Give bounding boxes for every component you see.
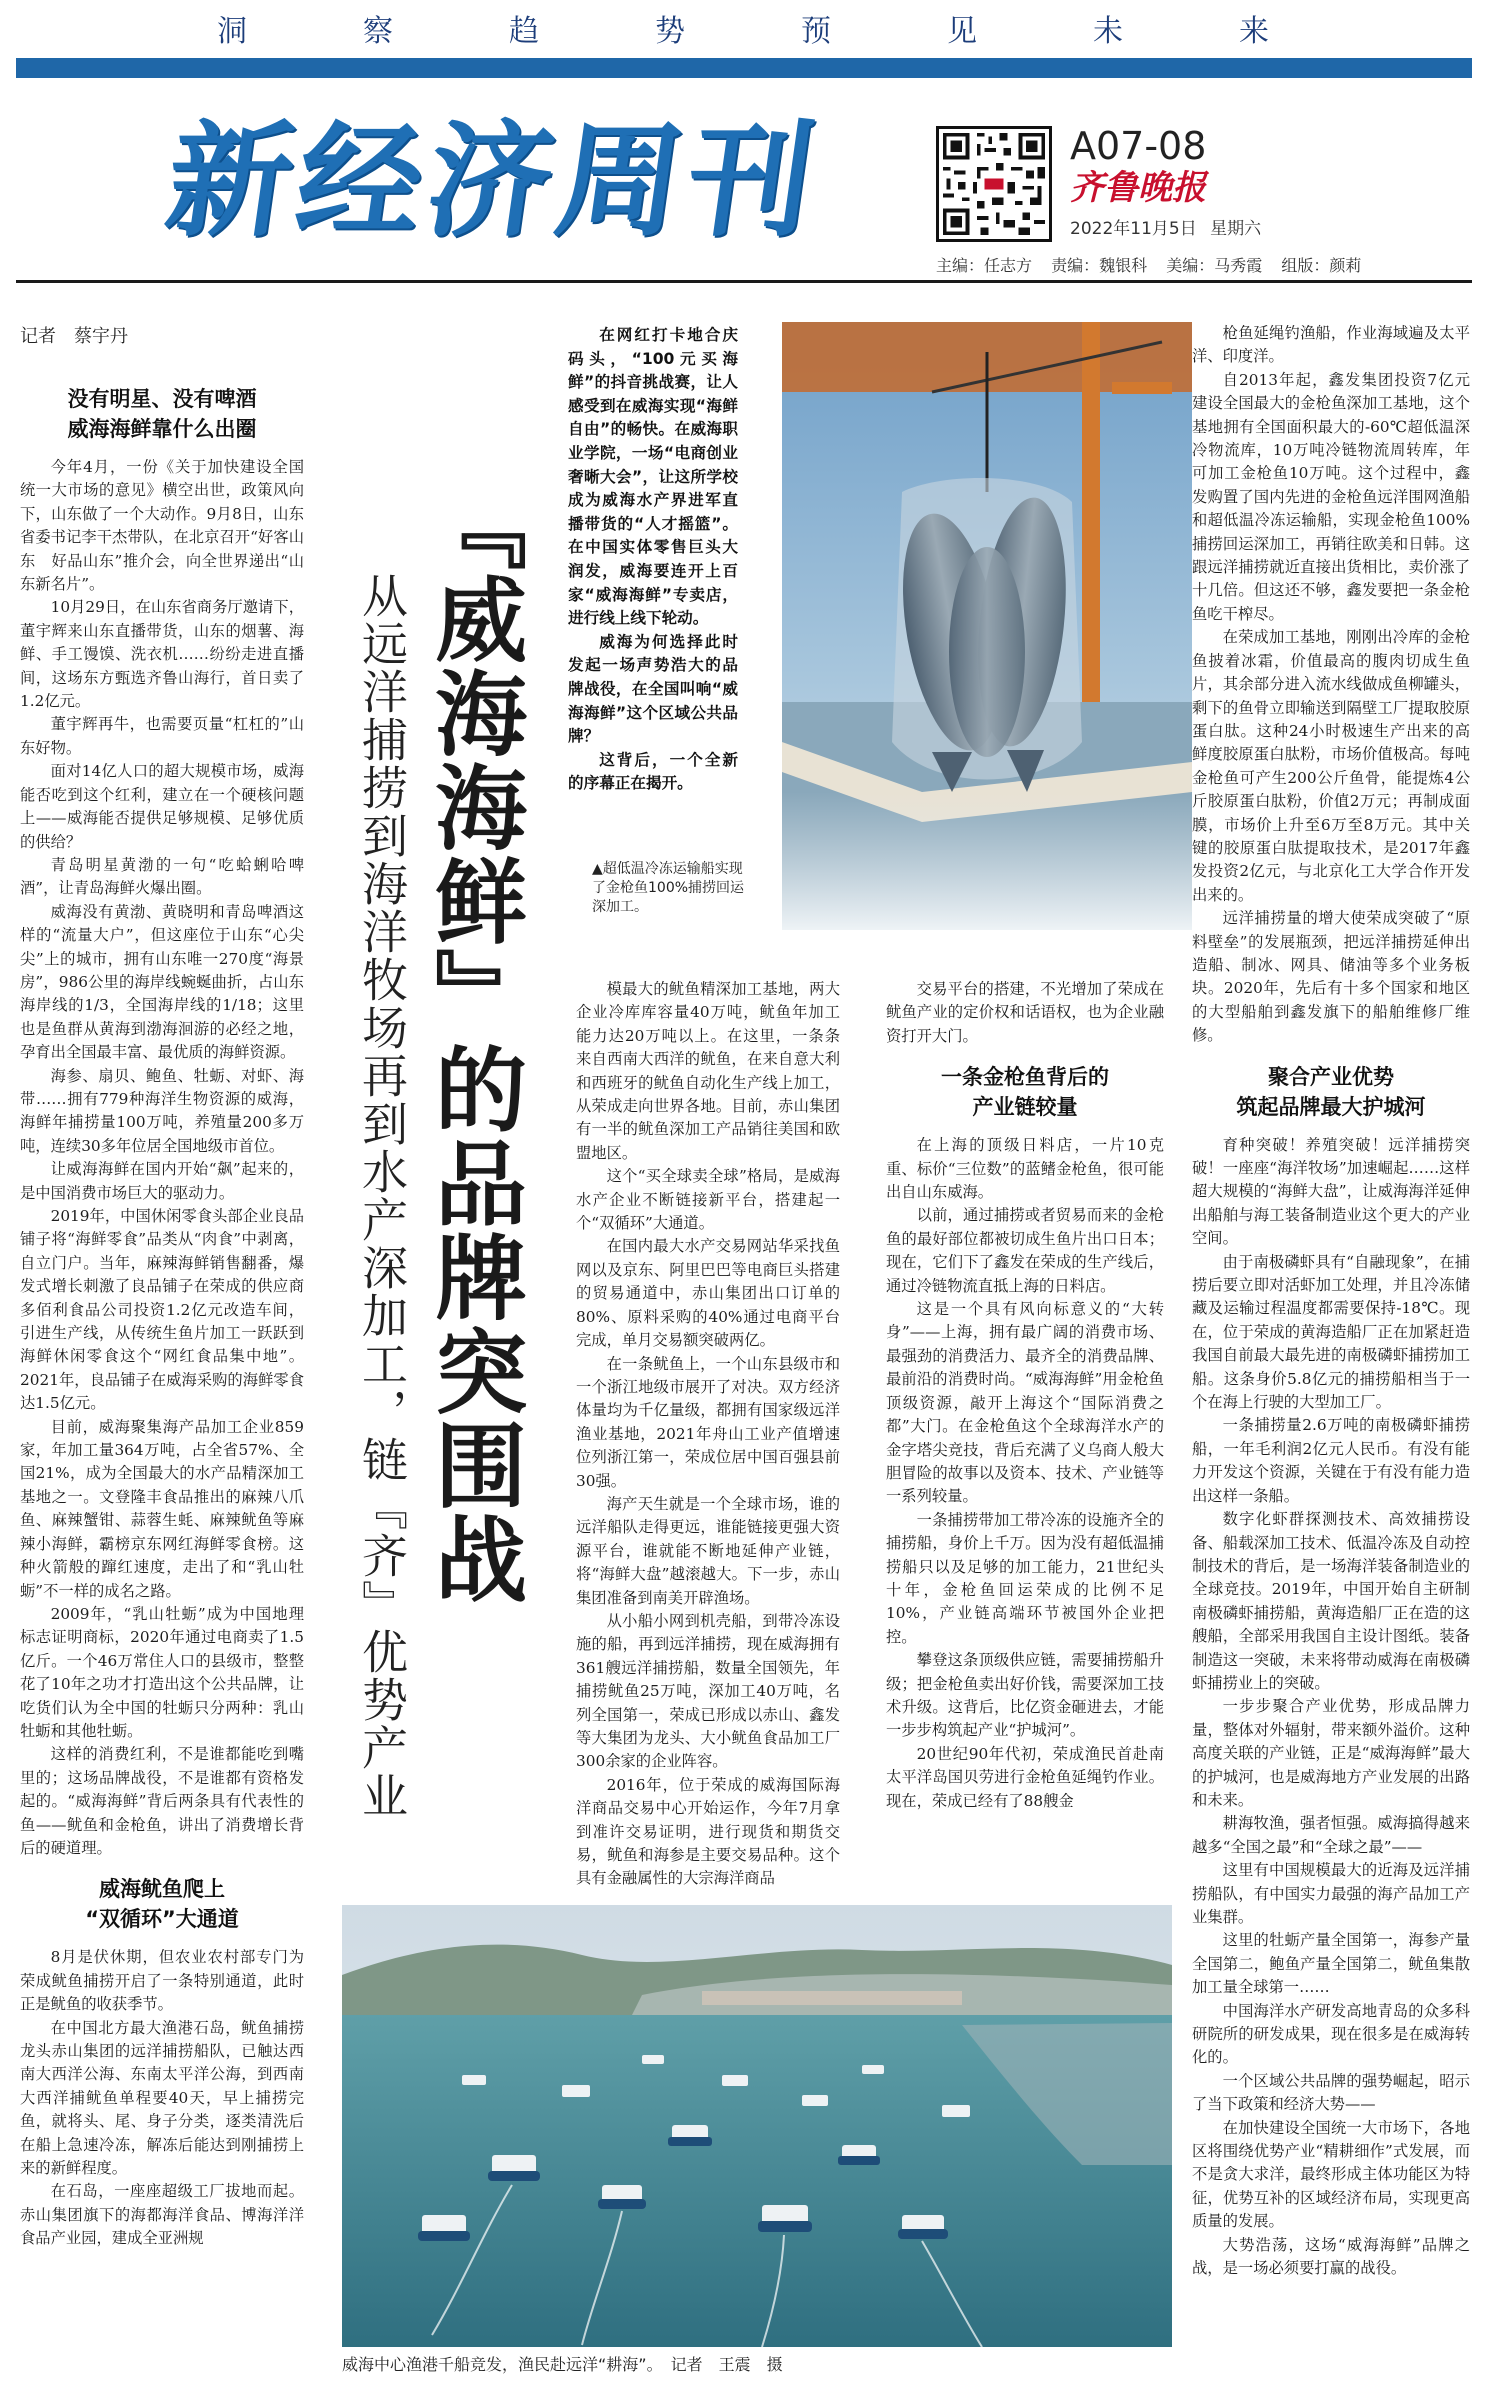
body-paragraph: 2019年，中国休闲零食头部企业良品铺子将“海鲜零食”品类从“肉食”中剥离，自立门户。当年，麻辣海鲜销售翻番，爆发式增长刺激了良品铺子在荣成的供应商多佰利食品公司投资1.2亿元改造车间，引进生产线，从传统生鱼片加工一跃跃到海鲜休闲零食这个“网红食品集中地”。2021年，良品铺子在威海采购的海鲜零食达1.5亿元。 (20, 1207, 304, 1413)
body-paragraph: 枪鱼延绳钓渔船，作业海域遍及太平洋、印度洋。 (1192, 324, 1470, 366)
article-title: 『威海海鲜』的品牌突围战 (420, 478, 527, 1606)
article-column-1 (20, 370, 304, 2380)
issue-date (1070, 214, 1269, 239)
body-paragraph: 耕海牧渔，强者恒强。威海搞得越来越多“全国之最”和“全球之最”—— (1192, 1814, 1470, 1856)
body-paragraph: 这样的消费红利，不是谁都能吃到嘴里的；这场品牌战役，不是谁都有资格发起的。“威海海鲜”背后两条具有代表性的鱼——鱿鱼和金枪鱼，讲出了消费增长背后的硬道理。 (20, 1745, 304, 1857)
credit-item: 组版：颜莉 (1281, 256, 1362, 275)
slogan-bar (0, 6, 1488, 58)
body-paragraph: 目前，威海聚集海产品加工企业859家，年加工量364万吨，占全省57%、全国21%，成为全国最大的水产品精深加工基地之一。文登隆丰食品推出的麻辣八爪鱼、麻辣蟹钳、蒜蓉生蚝、麻辣鱿鱼等麻辣小海鲜，霸榜京东网红海鲜零食榜。这种火箭般的蹿红速度，走出了和“乳山牡蛎”不一样的成名之路。 (20, 1417, 304, 1600)
article-column-3 (886, 978, 1164, 1900)
body-paragraph: 这里有中国规模最大的近海及远洋捕捞船队，有中国实力最强的海产品加工产业集群。 (1192, 1861, 1470, 1926)
date-text: 2022年11月5日 (1070, 219, 1197, 239)
newspaper-logo: 齐鲁晚报 (1070, 168, 1206, 208)
section-heading: 没有明星、没有啤酒 威海海鲜靠什么出圈 (67, 387, 257, 441)
header-divider (16, 280, 1472, 283)
article-byline: 记者 蔡宇丹 (20, 326, 128, 347)
slogan-char: 察 (363, 14, 395, 49)
body-paragraph: 20世纪90年代初，荣成渔民首赴南太平洋岛国贝劳进行金枪鱼延绳钓作业。现在，荣成已经有了88艘金 (886, 1744, 1164, 1810)
section-heading: 威海鱿鱼爬上 “双循环”大通道 (85, 1877, 239, 1932)
body-paragraph: 一个区域公共品牌的强势崛起，昭示了当下政策和经济大势—— (1192, 2071, 1470, 2114)
body-paragraph: 远洋捕捞量的增大使荣成突破了“原料壁垒”的发展瓶颈，把远洋捕捞延伸出造船、制冰、网具、储油等多个业务板块。2020年，先后有十多个国家和地区的大型船舶到鑫发旗下的船舶维修厂维修。 (1192, 909, 1470, 1045)
slogan-char: 见 (947, 14, 979, 49)
body-paragraph: 2016年，位于荣成的威海国际海洋商品交易中心开始运作，今年7月拿到准许交易证明，进行现货和期货交易，鱿鱼和海参是主要交易品种。这个具有金融属性的大宗海洋商品 (576, 1775, 840, 1888)
body-paragraph: 一步步聚合产业优势，形成品牌力量，整体对外辐射，带来额外溢价。这种高度关联的产业链，正是“威海海鲜”最大的护城河，也是威海地方产业发展的出路和未来。 (1192, 1697, 1470, 1809)
body-paragraph: 今年4月，一份《关于加快建设全国统一大市场的意见》横空出世，政策风向下，山东做了一个大动作。9月8日，山东省委书记李干杰带队，在北京召开“好客山东 好品山东”推介会，向全世界递出“山东新名片”。 (20, 458, 304, 594)
article-column-2 (576, 978, 840, 1900)
tuna-photo (782, 322, 1192, 930)
body-paragraph: 让威海海鲜在国内开始“飙”起来的，是中国消费市场巨大的驱动力。 (20, 1160, 304, 1202)
section-heading: 聚合产业优势 筑起品牌最大护城河 (1236, 1064, 1426, 1119)
body-paragraph: 由于南极磷虾具有“自融现象”，在捕捞后要立即对活虾加工处理，并且冷冻储藏及运输过程温度都需要保持-18℃。现在，位于荣成的黄海造船厂正在加紧赶造我国自前最大最先进的南极磷虾捕捞加工船。这条身价5.8亿元的捕捞船相当于一个在海上行驶的大型加工厂。 (1192, 1252, 1470, 1412)
body-paragraph: 在上海的顶级日料店，一片10克重、标价“三位数”的蓝鳍金枪鱼，很可能出自山东威海。 (886, 1136, 1164, 1202)
body-paragraph: 海产天生就是一个全球市场，谁的远洋船队走得更远，谁能链接更强大资源平台，谁就能不断地延伸产业链，将“海鲜大盘”越滚越大。下一步，赤山集团准备到南美开辟渔场。 (576, 1494, 840, 1607)
header-band (16, 58, 1472, 78)
body-paragraph: 交易平台的搭建，不光增加了荣成在鱿鱼产业的定价权和话语权，也为企业融资打开大门。 (886, 980, 1164, 1045)
body-paragraph: 以前，通过捕捞或者贸易而来的金枪鱼的最好部位都被切成生鱼片出口日本；现在，它们下了鑫发在荣成的生产线后，通过冷链物流直抵上海的日料店。 (886, 1206, 1164, 1295)
body-paragraph: 在一条鱿鱼上，一个山东县级市和一个浙江地级市展开了对决。双方经济体量均为千亿量级，都拥有国家级远洋渔业基地，2021年舟山工业产值增速位列浙江第一，荣成位居中国百强县前30强。 (576, 1354, 840, 1490)
body-paragraph: 这是一个具有风向标意义的“大转身”——上海，拥有最广阔的消费市场、最强劲的消费活力、最齐全的消费品牌、最前沿的消费时尚。“威海海鲜”用金枪鱼顶级资源，敲开上海这个“国际消费之都”大门。在金枪鱼这个全球海洋水产的金字塔尖竞技，背后充满了义乌商人般大胆冒险的故事以及资本、技术、产业链等一系列较量。 (886, 1300, 1164, 1506)
article-column-4 (1192, 322, 1470, 2382)
body-paragraph: 在国内最大水产交易网站华采找鱼网以及京东、阿里巴巴等电商巨头搭建的贸易通道中，赤山集团出口订单的80%、原料采购的40%通过电商平台完成，单月交易额突破两亿。 (576, 1237, 840, 1350)
slogan-char: 洞 (217, 14, 249, 49)
body-paragraph: 中国海洋水产研发高地青岛的众多科研院所的研发成果，现在很多是在威海转化的。 (1192, 2001, 1470, 2067)
qr-code-icon (936, 126, 1052, 242)
body-paragraph: 从小船小网到机壳船，到带冷冻设施的船，再到远洋捕捞，现在威海拥有361艘远洋捕捞船，数量全国领先，年捕捞鱿鱼25万吨，深加工40万吨，名列全国第一，荣成已形成以赤山、鑫发等大集团为龙头、大小鱿鱼食品加工厂300余家的企业阵容。 (576, 1611, 840, 1771)
photo-caption: 威海中心渔港千船竞发，渔民赴远洋“耕海”。 记者 王震 摄 (342, 2355, 783, 2374)
body-paragraph: 数字化虾群探测技术、高效捕捞设备、船载深加工技术、低温冷冻及自动控制技术的背后，是一场海洋装备制造业的全球竞技。2019年，中国开始自主研制南极磷虾捕捞船，黄海造船厂正在造的这艘船，全部采用我国自主设计图纸。装备制造这一突破，未来将带动威海在南极磷虾捕捞业上的突破。 (1192, 1510, 1470, 1692)
body-paragraph: 8月是伏休期，但农业农村部专门为荣成鱿鱼捕捞开启了一条特别通道，此时正是鱿鱼的收获季节。 (20, 1948, 304, 2014)
body-paragraph: 面对14亿人口的超大规模市场，威海能否吃到这个红利，建立在一个硬核问题上——威海能否提供足够规模、足够优质的供给？ (20, 762, 304, 851)
credit-item: 美编：马秀霞 (1166, 256, 1263, 275)
body-paragraph: 模最大的鱿鱼精深加工基地，两大企业冷库库容量40万吨，鱿鱼年加工能力达20万吨以上。在这里，一条条来自西南大西洋的鱿鱼，在来自意大利和西班牙的鱿鱼自动化生产线上加工，从荣成走向世界各地。目前，赤山集团有一半的鱿鱼深加工产品销往美国和欧盟地区。 (576, 980, 840, 1162)
slogan-char: 预 (801, 14, 833, 49)
article-subtitle: 从远洋捕捞到海洋牧场再到水产深加工，链『齐』优势产业 (355, 572, 409, 1820)
credit-item: 责编：魏银科 (1051, 256, 1148, 275)
page-number: A07-08 (1070, 124, 1207, 168)
body-paragraph: 董宇辉再牛，也需要页量“杠杠的”山东好物。 (20, 715, 304, 757)
body-paragraph: 在中国北方最大渔港石岛，鱿鱼捕捞龙头赤山集团的远洋捕捞船队，已触达西南大西洋公海、东南太平洋公海，到西南大西洋捕鱿鱼单程要40天，早上捕捞完鱼，就将头、尾、身子分类，逐类清洗后在船上急速冷冻，解冻后能达到刚捕捞上来的新鲜程度。 (20, 2018, 304, 2178)
weekday-text: 星期六 (1210, 219, 1262, 239)
slogan-char: 未 (1093, 14, 1125, 49)
body-paragraph: 大势浩荡，这场“威海海鲜”品牌之战，是一场必须要打赢的战役。 (1192, 2235, 1470, 2278)
masthead-title: 新经济周刊 (157, 110, 829, 254)
body-paragraph: 2009年，“乳山牡蛎”成为中国地理标志证明商标，2020年通过电商卖了1.5亿斤。一个46万常住人口的县级市，整整花了10年之功才打造出这个公共品牌，让吃货们认为全中国的牡蛎只分两种：乳山牡蛎和其他牡蛎。 (20, 1604, 304, 1740)
body-paragraph: 在加快建设全国统一大市场下，各地区将围绕优势产业“精耕细作”式发展，而不是贪大求洋，最终形成主体功能区为特征，优势互补的区域经济布局，实现更高质量的发展。 (1192, 2118, 1470, 2231)
photo-caption: ▲超低温冷冻运输船实现了金枪鱼100%捕捞回运深加工。 (592, 861, 745, 915)
body-paragraph: 攀登这条顶级供应链，需要捕捞船升级；把金枪鱼卖出好价钱，需要深加工技术升级。这背后，比亿资金砸进去，才能一步步构筑起产业“护城河”。 (886, 1651, 1164, 1740)
credit-item: 主编：任志方 (936, 256, 1033, 275)
body-paragraph: 这里的牡蛎产量全国第一，海参产量全国第二，鲍鱼产量全国第二，鱿鱼集散加工量全球第一…… (1192, 1931, 1470, 1997)
body-paragraph: 自2013年起，鑫发集团投资7亿元建设全国最大的金枪鱼深加工基地，这个基地拥有全国面积最大的-60℃超低温深冷物流库，10万吨冷链物流周转库，年可加工金枪鱼10万吨。这个过程中，鑫发购置了国内先进的金枪鱼远洋围网渔船和超低温冷冻运输船，实现金枪鱼100%捕捞回运深加工，再销往欧美和日韩。这跟远洋捕捞就近直接出货相比，卖价涨了十几倍。但这还不够，鑫发要把一条金枪鱼吃干榨尽。 (1192, 370, 1470, 623)
lead-paragraph: 这背后，一个全新的序幕正在揭开。 (568, 750, 738, 793)
body-paragraph: 这个“买全球卖全球”格局，是威海水产企业不断链接新平台，搭建起一个“双循环”大通道。 (576, 1167, 840, 1233)
fishing-port-photo (342, 1905, 1172, 2347)
slogan-char: 趋 (509, 14, 541, 49)
body-paragraph: 青岛明星黄渤的一句“吃蛤蜊哈啤酒”，让青岛海鲜火爆出圈。 (20, 855, 304, 898)
slogan-char: 来 (1239, 14, 1271, 49)
section-heading: 一条金枪鱼背后的 产业链较量 (941, 1065, 1109, 1120)
body-paragraph: 育种突破！养殖突破！远洋捕捞突破！一座座“海洋牧场”加速崛起……这样超大规模的“海鲜大盘”，让威海海洋延伸出船舶与海工装备制造业这个更大的产业空间。 (1192, 1135, 1470, 1248)
lead-paragraph: 威海为何选择此时发起一场声势浩大的品牌战役，在全国叫响“威海海鲜”这个区域公共品牌？ (568, 632, 738, 746)
body-paragraph: 在石岛，一座座超级工厂拔地而起。赤山集团旗下的海都海洋食品、博海洋洋食品产业园，建成全亚洲规 (20, 2182, 304, 2248)
body-paragraph: 一条捕捞带加工带冷冻的设施齐全的捕捞船，身价上千万。因为没有超低温捕捞船只以及足够的加工能力，21世纪头十年，金枪鱼回运荣成的比例不足10%，产业链高端环节被国外企业把控。 (886, 1510, 1164, 1646)
body-paragraph: 一条捕捞量2.6万吨的南极磷虾捕捞船，一年毛利润2亿元人民币。有没有能力开发这个资源，关键在于有没有能力造出这样一条船。 (1192, 1416, 1470, 1505)
body-paragraph: 海参、扇贝、鲍鱼、牡蛎、对虾、海带……拥有779种海洋生物资源的威海，海鲜年捕捞量100万吨，养殖量200多万吨，连续30多年位居全国地级市首位。 (20, 1066, 304, 1155)
body-paragraph: 威海没有黄渤、黄晓明和青岛啤酒这样的“流量大户”，但这座位于山东“心尖尖”上的城市，拥有山东唯一270度“海景房”，986公里的海岸线蜿蜒曲折，占山东海岸线的1/3，全国海岸线的1/18；这里也是鱼群从黄海到渤海洄游的必经之地，孕育出全国最丰富、最优质的海鲜资源。 (20, 902, 304, 1062)
body-paragraph: 在荣成加工基地，刚刚出冷库的金枪鱼披着冰霜，价值最高的腹肉切成生鱼片，其余部分进入流水线做成鱼柳罐头，剩下的鱼骨立即输送到隔壁工厂提取胶原蛋白肽。这种24小时极速生产出来的高鲜度胶原蛋白肽粉，市场价值极高。每吨金枪鱼可产生200公斤鱼骨，能提炼4公斤胶原蛋白肽粉，价值2万元；再制成面膜，市场价上升至6万至8万元。其中关键的胶原蛋白肽提取技术，是2017年鑫发投资2亿元，与北京化工大学合作开发出来的。 (1192, 628, 1470, 904)
editor-credits (936, 253, 1375, 276)
body-paragraph: 10月29日，在山东省商务厅邀请下，董宇辉来山东直播带货，山东的烟薯、海鲜、手工馒馍、洗衣机……纷纷走进直播间，这场东方甄选齐鲁山海行，首日卖了1.2亿元。 (20, 598, 304, 711)
lead-paragraph: 在网红打卡地合庆码头，“100元买海鲜”的抖音挑战赛，让人感受到在威海实现“海鲜自由”的畅快。在威海职业学院，一场“电商创业奢晰大会”，让这所学校成为威海水产界进军直播带货的“人才摇篮”。在中国实体零售巨头大润发，威海要连开上百家“威海海鲜”专卖店，进行线上线下轮动。 (568, 326, 738, 628)
article-lead (568, 324, 738, 796)
slogan-char: 势 (655, 14, 687, 49)
